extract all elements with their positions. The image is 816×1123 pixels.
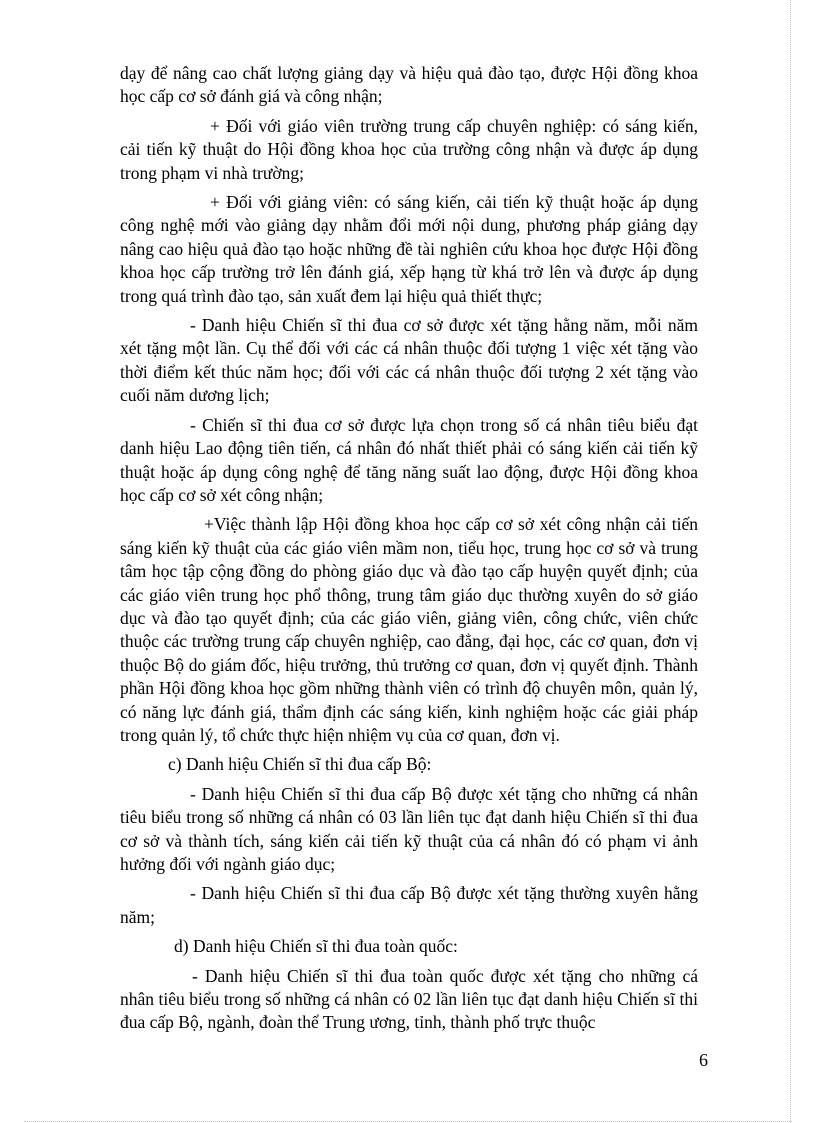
paragraph: - Danh hiệu Chiến sĩ thi đua cơ sở được xét tặng hằng năm, mỗi năm xét tặng một lần. Cụ thể đối với các cá nhân thuộc đối tượng 1 việc xét tặng vào thời điểm kết thúc năm học; đối với các cá nhân thuộc đối tượng 2 xét tặng vào cuối năm dương lịch; <box>120 315 698 406</box>
paragraph: + Đối với giảng viên: có sáng kiến, cải tiến kỹ thuật hoặc áp dụng công nghệ mới vào giảng dạy nhằm đổi mới nội dung, phương pháp giảng dạy nâng cao hiệu quả đào tạo hoặc những đề tài nghiên cứu khoa học được Hội đồng khoa học cấp trường trở lên đánh giá, xếp hạng từ khá trở lên và được áp dụng trong quá trình đào tạo, sản xuất đem lại hiệu quả thiết thực; <box>120 192 698 306</box>
section-heading: d) Danh hiệu Chiến sĩ thi đua toàn quốc: <box>174 936 458 957</box>
paragraph: - Chiến sĩ thi đua cơ sở được lựa chọn trong số cá nhân tiêu biểu đạt danh hiệu Lao động tiên tiến, cá nhân đó nhất thiết phải có sáng kiến cải tiến kỹ thuật hoặc áp dụng công nghệ để tăng năng suất lao động, được Hội đồng khoa học cấp cơ sở xét công nhận; <box>120 414 698 505</box>
section-heading: c) Danh hiệu Chiến sĩ thi đua cấp Bộ: <box>168 754 432 775</box>
paragraph: +Việc thành lập Hội đồng khoa học cấp cơ sở xét công nhận cải tiến sáng kiến kỹ thuật của các giáo viên mầm non, tiểu học, trung học cơ sở và trung tâm học tập cộng đồng do phòng giáo dục và đào tạo cấp huyện quyết định; của các giáo viên trung học phổ thông, trung tâm giáo dục thường xuyên do sở giáo dục và đào tạo quyết định; của các giáo viên, giảng viên, công chức, viên chức thuộc các trường trung cấp chuyên nghiệp, cao đẳng, đại học, các cơ quan, đơn vị thuộc Bộ do giám đốc, hiệu trưởng, thủ trưởng cơ quan, đơn vị quyết định. Thành phần Hội đồng khoa học gồm những thành viên có trình độ chuyên môn, quản lý, có năng lực đánh giá, thẩm định các sáng kiến, kinh nghiệm hoặc các giải pháp trong quản lý, tổ chức thực hiện nhiệm vụ của cơ quan, đơn vị. <box>120 514 698 745</box>
paragraph: + Đối với giáo viên trường trung cấp chuyên nghiệp: có sáng kiến, cải tiến kỹ thuật do Hội đồng khoa học của trường công nhận và được áp dụng trong phạm vi nhà trường; <box>120 115 698 183</box>
paragraph: - Danh hiệu Chiến sĩ thi đua toàn quốc được xét tặng cho những cá nhân tiêu biểu trong số những cá nhân có 02 lần liên tục đạt danh hiệu Chiến sĩ thi đua cấp Bộ, ngành, đoàn thể Trung ương, tỉnh, thành phố trực thuộc <box>120 965 698 1033</box>
page-number: 6 <box>699 1050 708 1070</box>
page-right-border <box>790 0 791 1123</box>
paragraph: dạy để nâng cao chất lượng giảng dạy và hiệu quả đào tạo, được Hội đồng khoa học cấp cơ sở đánh giá và công nhận; <box>120 63 698 107</box>
document-body <box>120 62 698 1035</box>
page-bottom-border <box>24 1121 792 1122</box>
paragraph: - Danh hiệu Chiến sĩ thi đua cấp Bộ được xét tặng cho những cá nhân tiêu biểu trong số những cá nhân có 03 lần liên tục đạt danh hiệu Chiến sĩ thi đua cơ sở và thành tích, sáng kiến cải tiến kỹ thuật của cá nhân đó có phạm vi ảnh hưởng đối với ngành giáo dục; <box>120 783 698 874</box>
paragraph: - Danh hiệu Chiến sĩ thi đua cấp Bộ được xét tặng thường xuyên hằng năm; <box>120 883 698 927</box>
